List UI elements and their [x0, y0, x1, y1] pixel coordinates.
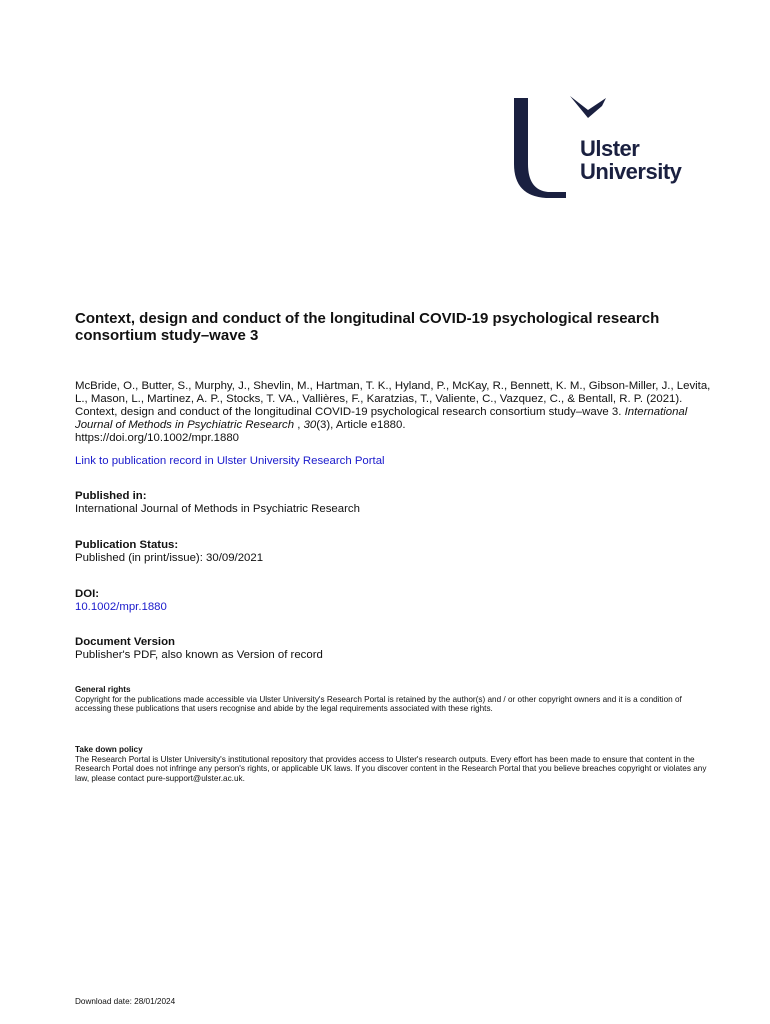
- citation-doi-url[interactable]: https://doi.org/10.1002/mpr.1880: [75, 432, 240, 444]
- doi-label: DOI:: [75, 588, 100, 600]
- citation-volume: 30: [303, 419, 317, 431]
- document-version-label: Document Version: [75, 636, 176, 648]
- take-down-text: The Research Portal is Ulster University's institutional repository that provides access to Ulster's research outputs. Every effort has been made to ensure that content in the Research Portal does not infringe any person's rights, or applicable UK laws. If you discover content in the Research Portal that you believe breaches copyright or violates any law, please contact pure-support@ulster.ac.uk.: [75, 754, 707, 783]
- document-version-section: [75, 636, 323, 662]
- published-in-value: International Journal of Methods in Psychiatric Research: [75, 503, 360, 515]
- logo-line-2: University: [580, 159, 682, 184]
- citation-sep: ,: [294, 419, 304, 431]
- publication-status-value: Published (in print/issue): 30/09/2021: [75, 552, 264, 564]
- take-down-label: Take down policy: [75, 745, 143, 754]
- general-rights-label: General rights: [75, 685, 131, 694]
- document-version-value: Publisher's PDF, also known as Version of record: [75, 649, 323, 661]
- general-rights-text: Copyright for the publications made accessible via Ulster University's Research Portal is retained by the author(s) and / or other copyright owners and it is a condition of accessing these publications that users recognise and abide by the legal requirements associated with these rights.: [75, 694, 682, 714]
- citation: [75, 380, 725, 445]
- citation-journal: International Journal of Methods in Psychiatric Research: [75, 406, 688, 431]
- logo-wordmark: [580, 137, 681, 183]
- take-down-section: [75, 745, 715, 783]
- doi-section: [75, 588, 167, 614]
- citation-issue: (3), Article e1880.: [316, 419, 406, 431]
- publication-status-section: [75, 539, 263, 565]
- publication-status-label: Publication Status:: [75, 539, 179, 551]
- logo-line-1: Ulster: [580, 136, 640, 161]
- citation-authors: McBride, O., Butter, S., Murphy, J., Shevlin, M., Hartman, T. K., Hyland, P., McKay, R., Bennett, K. M., Gibson-Miller, J., Levita, L., Mason, L., Martinez, A. P., Stocks, T. VA., Vallières, F., Karatzias, T., Valiente, C., Vazquez, C., & Bentall, R. P. (2021). Context, design and conduct of the longitudinal COVID-19 psychological research consortium study–wave 3.: [75, 380, 711, 418]
- document-title: Context, design and conduct of the longitudinal COVID-19 psychological research consortium study–wave 3: [75, 310, 660, 344]
- published-in-section: [75, 490, 360, 516]
- download-date: Download date: 28/01/2024: [75, 997, 176, 1006]
- general-rights-section: [75, 685, 715, 714]
- portal-record-link[interactable]: Link to publication record in Ulster University Research Portal: [75, 455, 385, 467]
- doi-link[interactable]: 10.1002/mpr.1880: [75, 601, 167, 613]
- published-in-label: Published in:: [75, 490, 147, 502]
